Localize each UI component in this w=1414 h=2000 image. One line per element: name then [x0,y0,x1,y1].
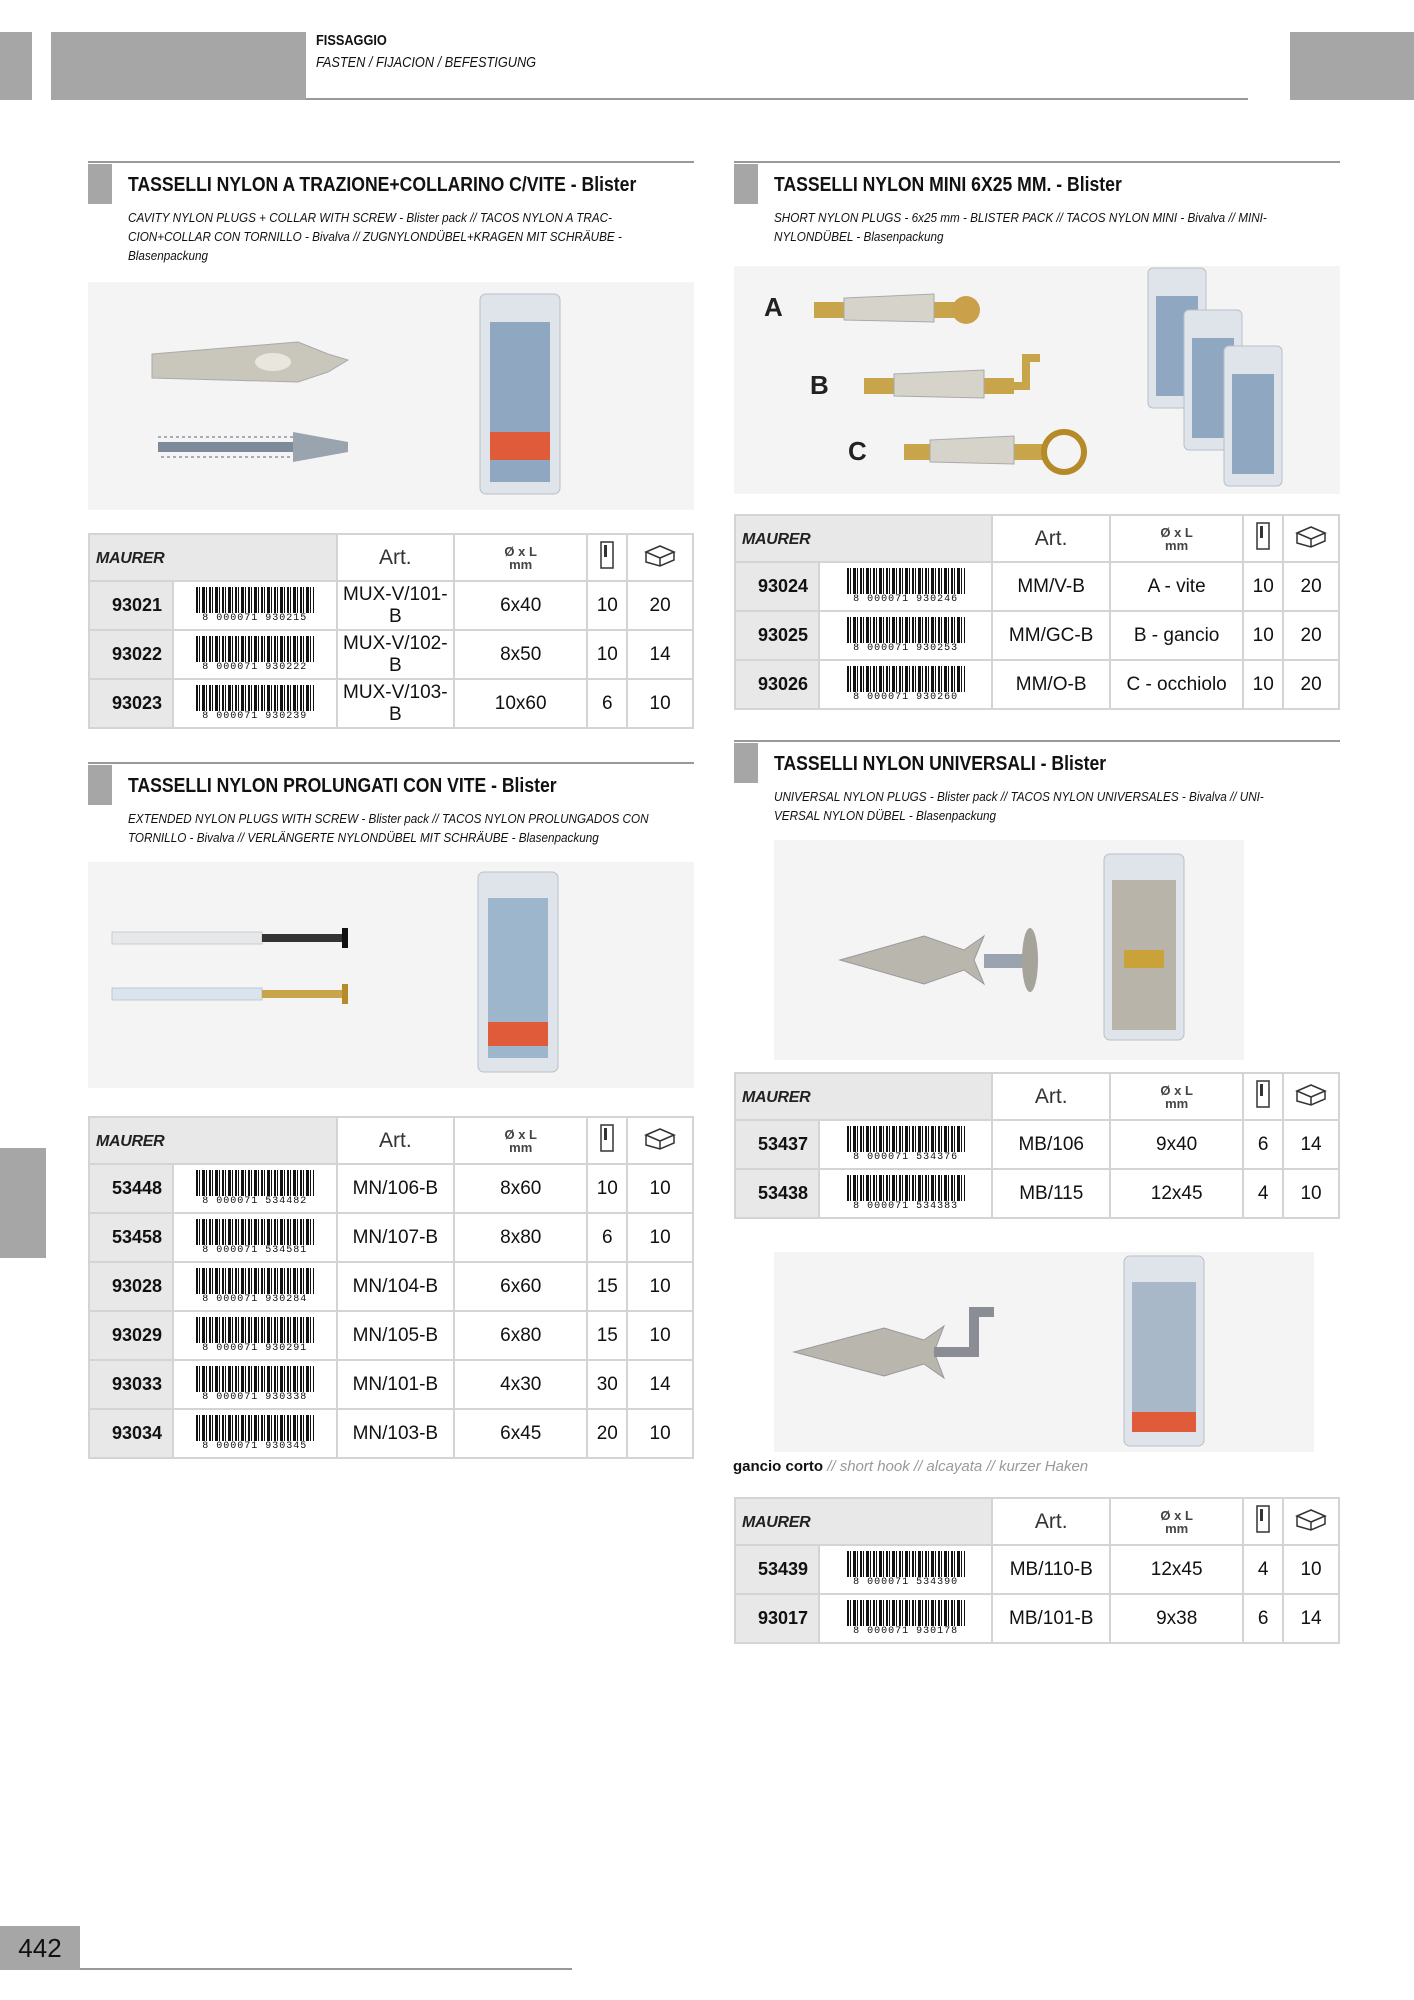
product-code: 53438 [735,1169,819,1218]
pack-qty: 6 [587,1213,627,1262]
column-header-dim: Ø x L [1160,524,1193,540]
dimension: 6x60 [454,1262,587,1311]
table-row [89,1262,693,1311]
section-title: TASSELLI NYLON UNIVERSALI - Blister [774,753,1107,775]
product-table [88,1116,694,1459]
inner-pack-icon [1255,1079,1271,1109]
section-subtitle: CAVITY NYLON PLUGS + COLLAR WITH SCREW - Blister pack // TACOS NYLON A TRAC-CION+COLLAR CON TORNILLO - Bivalva // ZUGNYLONDÜBEL+KRAGEN MIT SCHRÄUBE - Blasenpackung [128,210,622,263]
ean-number: 8 000071 930338 [202,1392,308,1403]
barcode [173,1409,337,1458]
pack-qty: 4 [1243,1169,1283,1218]
dimension: 8x50 [454,630,587,679]
side-tab [0,1148,46,1258]
box-icon [1294,1082,1328,1106]
inner-pack-icon [599,540,615,570]
inner-pack-icon [599,1123,615,1153]
product-code: 93022 [89,630,173,679]
ean-number: 8 000071 930239 [202,711,308,722]
article-number: MM/O-B [992,660,1110,709]
table-row [735,660,1339,709]
box-qty: 20 [1283,660,1339,709]
product-table [734,1497,1340,1644]
column-header-unit: mm [1165,1095,1189,1111]
column-header-unit: mm [509,556,533,572]
dimension: A - vite [1110,562,1243,611]
ean-number: 8 000071 930291 [202,1343,308,1354]
table-row [89,1213,693,1262]
table-row [735,1594,1339,1643]
pack-qty: 6 [1243,1120,1283,1169]
column-header-unit: mm [509,1139,533,1155]
ean-number: 8 000071 534383 [853,1201,959,1212]
product-code: 93033 [89,1360,173,1409]
pack-qty: 10 [1243,611,1283,660]
barcode [819,1169,993,1218]
article-number: MB/101-B [992,1594,1110,1643]
table-row [89,1409,693,1458]
barcode-bars [196,685,314,711]
label-b: B [810,370,829,400]
pack-qty: 10 [587,581,627,630]
barcode-bars [847,568,965,594]
box-icon [1294,1507,1328,1531]
barcode [819,660,992,709]
box-qty: 10 [627,1262,693,1311]
box-icon [643,1126,677,1150]
page-number: 442 [0,1926,80,1970]
article-number: MN/103-B [337,1409,455,1458]
dimension: 9x38 [1110,1594,1243,1643]
dimension: 8x80 [454,1213,587,1262]
barcode-bars [847,1600,965,1626]
product-code: 93025 [735,611,819,660]
product-code: 93034 [89,1409,173,1458]
barcode-bars [196,636,314,662]
column-header-art: Art. [379,1128,412,1152]
box-qty: 10 [627,1213,693,1262]
product-code: 93024 [735,562,819,611]
pack-qty: 6 [587,679,627,728]
section-rule [88,762,694,764]
article-number: MUX-V/102-B [337,630,454,679]
box-icon [643,543,677,567]
ean-number: 8 000071 930178 [853,1626,959,1637]
product-code: 93021 [89,581,173,630]
barcode-bars [196,587,314,613]
table-row [89,1311,693,1360]
header-rule [306,98,1248,100]
product-table [734,514,1340,710]
product-photo [88,282,694,510]
barcode-bars [847,1551,965,1577]
article-number: MM/V-B [992,562,1110,611]
inner-pack-icon [1255,1504,1271,1534]
barcode [173,581,337,630]
column-header-dim: Ø x L [1160,1507,1193,1523]
label-c: C [848,436,867,466]
section-rule [734,161,1340,163]
table-row [735,1120,1339,1169]
brand-logo: MAURER [96,549,165,567]
barcode-bars [196,1415,314,1441]
hook-label: gancio corto [733,1458,824,1475]
column-header-unit: mm [1165,1520,1189,1536]
box-qty: 20 [627,581,693,630]
table-row [89,1360,693,1409]
product-code: 53439 [735,1545,819,1594]
pack-qty: 15 [587,1262,627,1311]
barcode [173,1164,337,1213]
product-photo [774,840,1244,1060]
hook-translations: // short hook // alcayata // kurzer Haken [827,1458,1089,1475]
section-subtitle: SHORT NYLON PLUGS - 6x25 mm - BLISTER PACK // TACOS NYLON MINI - Bivalva // MINI-NYLONDÜBEL - Blasenpackung [774,210,1267,244]
product-code: 53458 [89,1213,173,1262]
section-marker [88,164,112,204]
article-number: MUX-V/101-B [337,581,454,630]
product-code: 93026 [735,660,819,709]
dimension: 6x45 [454,1409,587,1458]
barcode-bars [196,1268,314,1294]
table-row [735,611,1339,660]
article-number: MN/101-B [337,1360,455,1409]
section-rule [88,161,694,163]
header-left-block [0,32,32,100]
product-table [88,533,694,729]
product-code: 53448 [89,1164,173,1213]
table-row [89,1164,693,1213]
section-title: TASSELLI NYLON MINI 6X25 MM. - Blister [774,174,1122,196]
box-qty: 20 [1283,611,1339,660]
box-qty: 20 [1283,562,1339,611]
barcode-bars [196,1317,314,1343]
brand-logo: MAURER [742,1513,811,1531]
ean-number: 8 000071 930260 [853,692,959,703]
box-qty: 10 [627,1409,693,1458]
dimension: C - occhiolo [1110,660,1243,709]
section-marker [734,743,758,783]
pack-qty: 10 [587,1164,627,1213]
ean-number: 8 000071 930284 [202,1294,308,1305]
pack-qty: 15 [587,1311,627,1360]
section-title: TASSELLI NYLON PROLUNGATI CON VITE - Blister [128,775,557,797]
article-number: MUX-V/103-B [337,679,454,728]
barcode-bars [196,1170,314,1196]
barcode [173,1262,337,1311]
article-number: MN/105-B [337,1311,455,1360]
category-title: FISSAGGIO [316,32,387,49]
article-number: MB/110-B [992,1545,1110,1594]
section-subtitle: EXTENDED NYLON PLUGS WITH SCREW - Blister pack // TACOS NYLON PROLUNGADOS CON TORNILLO - Bivalva // VERLÄNGERTE NYLONDÜBEL MIT SCHRÄUBE - Blasenpackung [128,811,649,845]
column-header-art: Art. [378,545,412,569]
barcode [173,1360,337,1409]
column-header-unit: mm [1165,537,1189,553]
section-rule [734,740,1340,742]
product-photo [734,266,1340,494]
table-row [89,581,693,630]
pack-qty: 10 [1243,562,1283,611]
section-marker [734,164,758,204]
header-right-block [1290,32,1414,100]
box-qty: 10 [627,1311,693,1360]
hook-note [733,1458,1088,1475]
box-qty: 14 [627,630,693,679]
dimension: 9x40 [1110,1120,1243,1169]
product-code: 93029 [89,1311,173,1360]
barcode-bars [847,617,965,643]
article-number: MB/106 [992,1120,1110,1169]
barcode [819,562,992,611]
product-code: 93028 [89,1262,173,1311]
label-a: A [764,292,783,322]
dimension: 12x45 [1110,1545,1243,1594]
ean-number: 8 000071 930222 [202,662,308,673]
article-number: MM/GC-B [992,611,1110,660]
category-subtitle: FASTEN / FIJACION / BEFESTIGUNG [316,54,537,71]
box-icon [1294,524,1328,548]
article-number: MN/107-B [337,1213,455,1262]
ean-number: 8 000071 930253 [853,643,959,654]
ean-number: 8 000071 930246 [853,594,959,605]
article-number: MB/115 [992,1169,1110,1218]
dimension: 6x80 [454,1311,587,1360]
ean-number: 8 000071 534390 [853,1577,959,1588]
dimension: 10x60 [454,679,587,728]
column-header-art: Art. [1034,1084,1068,1108]
brand-logo: MAURER [742,1088,811,1106]
pack-qty: 10 [587,630,627,679]
barcode-bars [196,1219,314,1245]
column-header-dim: Ø x L [504,543,537,559]
barcode [173,679,337,728]
dimension: 8x60 [454,1164,587,1213]
pack-qty: 30 [587,1360,627,1409]
box-qty: 14 [1283,1120,1339,1169]
box-qty: 14 [1283,1594,1339,1643]
table-row [735,1545,1339,1594]
barcode-bars [847,1126,965,1152]
section-subtitle: UNIVERSAL NYLON PLUGS - Blister pack // TACOS NYLON UNIVERSALES - Bivalva // UNI-VERSAL NYLON DÜBEL - Blasenpackung [774,789,1264,823]
dimension: 12x45 [1110,1169,1243,1218]
article-number: MN/104-B [337,1262,455,1311]
pack-qty: 4 [1243,1545,1283,1594]
product-code: 53437 [735,1120,819,1169]
barcode [173,1213,337,1262]
table-row [89,679,693,728]
table-row [89,630,693,679]
column-header-art: Art. [1034,1509,1068,1533]
column-header-dim: Ø x L [504,1126,537,1142]
ean-number: 8 000071 930215 [202,613,308,624]
column-header-art: Art. [1034,526,1068,550]
section-marker [88,765,112,805]
barcode [173,630,337,679]
product-photo [88,862,694,1088]
product-code: 93017 [735,1594,819,1643]
box-qty: 10 [627,1164,693,1213]
box-qty: 10 [1283,1545,1339,1594]
table-row [735,1169,1339,1218]
ean-number: 8 000071 534482 [202,1196,308,1207]
dimension: 4x30 [454,1360,587,1409]
brand-logo: MAURER [742,530,811,548]
footer-rule [80,1968,572,1970]
ean-number: 8 000071 930345 [202,1441,308,1452]
box-qty: 14 [627,1360,693,1409]
section-title: TASSELLI NYLON A TRAZIONE+COLLARINO C/VITE - Blister [128,174,637,196]
barcode [819,611,992,660]
dimension: 6x40 [454,581,587,630]
product-code: 93023 [89,679,173,728]
barcode-bars [847,666,965,692]
barcode [819,1545,993,1594]
ean-number: 8 000071 534376 [853,1152,959,1163]
barcode-bars [196,1366,314,1392]
pack-qty: 10 [1243,660,1283,709]
product-table [734,1072,1340,1219]
box-qty: 10 [1283,1169,1339,1218]
box-qty: 10 [627,679,693,728]
header-block [51,32,306,100]
inner-pack-icon [1255,521,1271,551]
pack-qty: 6 [1243,1594,1283,1643]
barcode [819,1594,993,1643]
table-row [735,562,1339,611]
column-header-dim: Ø x L [1160,1082,1193,1098]
article-number: MN/106-B [337,1164,455,1213]
barcode [173,1311,337,1360]
brand-logo: MAURER [96,1132,165,1150]
pack-qty: 20 [587,1409,627,1458]
barcode-bars [847,1175,965,1201]
barcode [819,1120,993,1169]
dimension: B - gancio [1110,611,1243,660]
product-photo [774,1252,1314,1452]
ean-number: 8 000071 534581 [202,1245,308,1256]
